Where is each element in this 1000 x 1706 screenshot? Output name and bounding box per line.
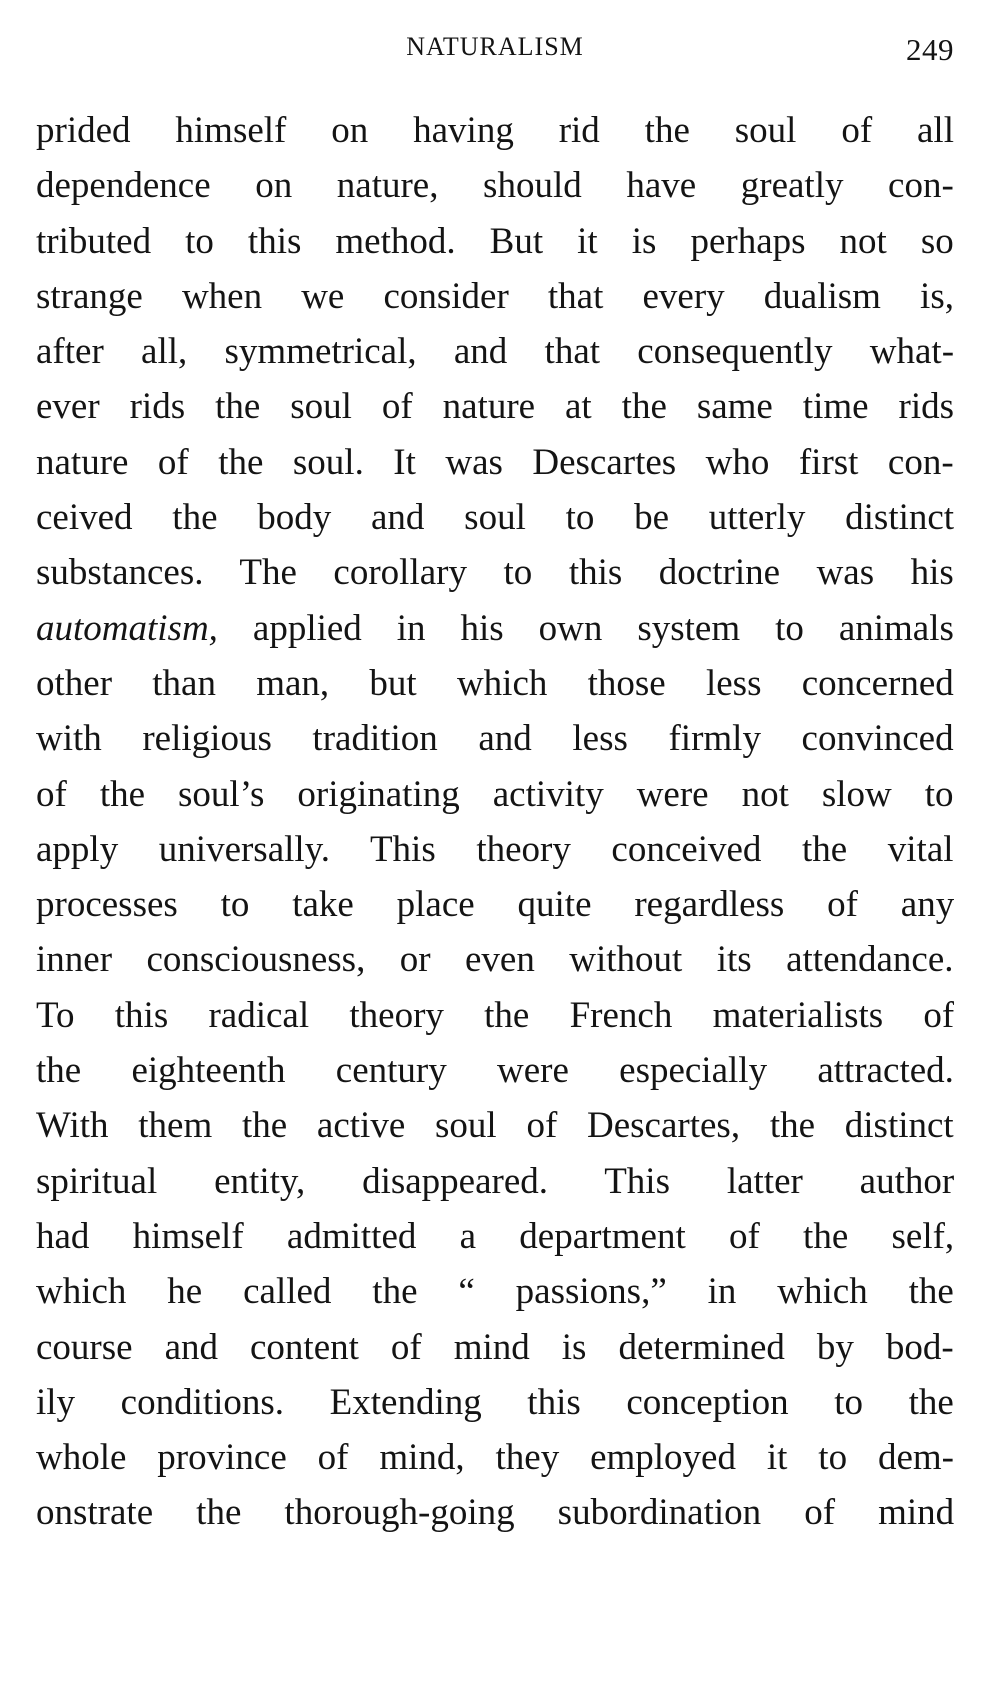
line-text: ily conditions. Extending this conception to the — [36, 1381, 954, 1423]
line-text: of the soul’s originating activity were not slow to — [36, 773, 954, 815]
text-line — [36, 1098, 954, 1153]
line-text: onstrate the thorough-going subordination of mind — [36, 1492, 954, 1534]
line-text: tributed to this method. But it is perhaps not so — [36, 220, 954, 262]
line-text: ceived the body and soul to be utterly distinct — [36, 497, 954, 539]
line-text: course and content of mind is determined by bod- — [36, 1326, 954, 1368]
body-text — [36, 103, 954, 1541]
text-line — [36, 601, 954, 656]
line-text: strange when we consider that every dualism is, — [36, 275, 954, 317]
line-text: after all, symmetrical, and that consequently what- — [36, 331, 954, 373]
text-line — [36, 158, 954, 213]
line-text: With them the active soul of Descartes, the distinct — [36, 1105, 954, 1147]
line-text: inner consciousness, or even without its attendance. — [36, 939, 954, 981]
text-line — [36, 1375, 954, 1430]
page-number: 249 — [906, 32, 954, 67]
text-line — [36, 269, 954, 324]
line-text: substances. The corollary to this doctrine was his — [36, 552, 954, 594]
line-text: whole province of mind, they employed it to dem- — [36, 1437, 954, 1479]
text-line — [36, 1320, 954, 1375]
text-line — [36, 1264, 954, 1319]
text-line — [36, 103, 954, 158]
text-line — [36, 932, 954, 987]
text-line — [36, 656, 954, 711]
line-text: spiritual entity, disappeared. This latter author — [36, 1160, 954, 1202]
text-line — [36, 711, 954, 766]
text-line — [36, 822, 954, 877]
line-text: apply universally. This theory conceived the vital — [36, 828, 954, 870]
line-text: dependence on nature, should have greatly con- — [36, 165, 954, 207]
text-line — [36, 379, 954, 434]
text-line — [36, 767, 954, 822]
line-text: with religious tradition and less firmly convinced — [36, 718, 954, 760]
line-text: To this radical theory the French materialists of — [36, 994, 954, 1036]
text-line — [36, 877, 954, 932]
running-head — [36, 26, 954, 70]
running-title: NATURALISM — [406, 32, 584, 61]
line-text: prided himself on having rid the soul of all — [36, 110, 954, 151]
line-text: other than man, but which those less concerned — [36, 662, 954, 704]
text-line — [36, 490, 954, 545]
line-text: the eighteenth century were especially attracted. — [36, 1050, 954, 1092]
italic-term: automatism, — [36, 607, 218, 649]
text-line — [36, 1043, 954, 1098]
line-text: applied in his own system to animals — [217, 607, 954, 649]
text-line — [36, 1209, 954, 1264]
line-text: processes to take place quite regardless of any — [36, 884, 954, 926]
text-line — [36, 435, 954, 490]
line-text: had himself admitted a department of the self, — [36, 1215, 954, 1257]
text-line — [36, 988, 954, 1043]
text-line — [36, 1154, 954, 1209]
text-line — [36, 1430, 954, 1485]
line-text: which he called the “ passions,” in which the — [36, 1271, 954, 1313]
text-line — [36, 214, 954, 269]
text-line — [36, 1485, 954, 1540]
text-line — [36, 545, 954, 600]
line-text: ever rids the soul of nature at the same time rids — [36, 386, 954, 428]
line-text: nature of the soul. It was Descartes who first con- — [36, 441, 954, 483]
text-line — [36, 324, 954, 379]
